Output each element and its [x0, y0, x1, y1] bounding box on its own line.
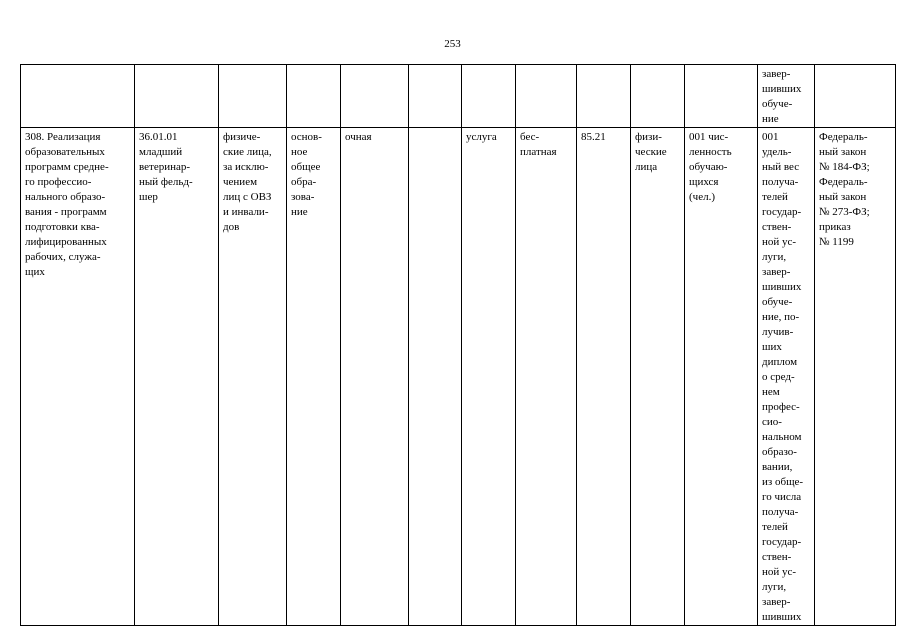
cell-okved: [577, 65, 631, 128]
cell-legal-basis: [815, 65, 896, 128]
table-row-service-308: [21, 128, 896, 626]
cell-empty: [409, 128, 462, 626]
cell-okved: [577, 128, 631, 626]
consumer-category: физи- ческие лица: [635, 131, 667, 173]
cell-code: [135, 128, 219, 626]
payment-type: бес- платная: [520, 131, 557, 158]
service-type: услуга: [466, 131, 497, 143]
cell-volume-indicator: [685, 65, 758, 128]
cell-consumers: [219, 128, 287, 626]
cell-code: [135, 65, 219, 128]
service-name: 308. Реализация образовательных программ средне- го профессио- нального образо- вания - программ подготовки ква- лифицированных рабочих, служа- щих: [25, 131, 109, 278]
cell-service-name: [21, 128, 135, 626]
education-base: основ- ное общее обра- зова- ние: [291, 131, 322, 218]
volume-indicator: 001 чис- ленность обучаю- щихся (чел.): [689, 131, 732, 203]
table-row-continuation: [21, 65, 896, 128]
cell-payment: [516, 65, 577, 128]
cell-empty: [409, 65, 462, 128]
cell-education-base: [287, 65, 341, 128]
page-number: 253: [444, 38, 461, 50]
cell-type: [462, 128, 516, 626]
cell-category: [631, 65, 685, 128]
cell-quality-indicator: [758, 65, 815, 128]
cell-legal-basis: [815, 128, 896, 626]
consumers: физиче- ские лица, за исклю- чением лиц с ОВЗ и инвали- дов: [223, 131, 272, 233]
cell-category: [631, 128, 685, 626]
cell-payment: [516, 128, 577, 626]
services-table: [20, 64, 896, 626]
quality-indicator-tail: завер- шивших обуче- ние: [762, 68, 802, 125]
quality-indicator: 001 удель- ный вес получа- телей государ- ствен- ной ус- луги, завер- шивших обуче- ние, по- лучив- ших диплом о сред- нем профес- сио- нальном образо- вании, из обще- го числа получа- телей государ- ствен- ной ус- луги, завер- шивших: [762, 131, 804, 623]
cell-volume-indicator: [685, 128, 758, 626]
cell-service-name: [21, 65, 135, 128]
cell-consumers: [219, 65, 287, 128]
cell-quality-indicator: [758, 128, 815, 626]
cell-form: [341, 65, 409, 128]
okved-code: 85.21: [581, 131, 606, 143]
cell-education-base: [287, 128, 341, 626]
cell-form: [341, 128, 409, 626]
education-form: очная: [345, 131, 372, 143]
specialty-code: 36.01.01 младший ветеринар- ный фельд- шер: [139, 131, 193, 203]
cell-type: [462, 65, 516, 128]
legal-basis: Федераль- ный закон № 184-ФЗ; Федераль- ный закон № 273-ФЗ; приказ № 1199: [819, 131, 870, 248]
